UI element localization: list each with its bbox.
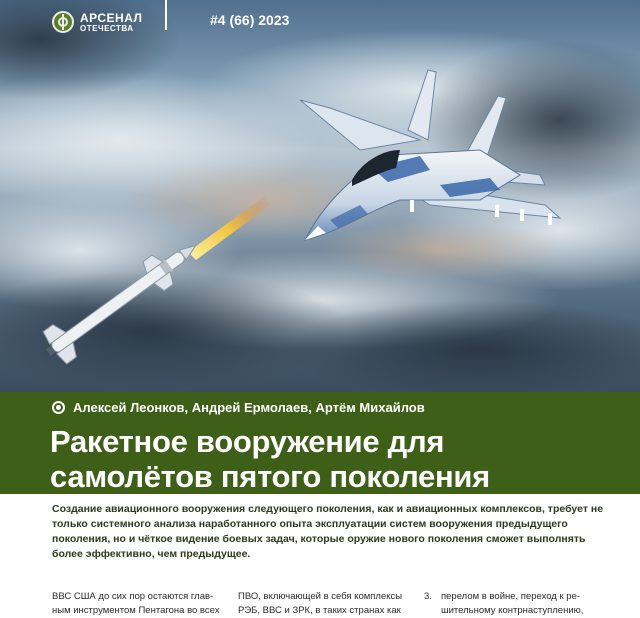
issue-number: #4 (66) 2023 [210, 12, 290, 28]
body-line: ным инструментом Пентагона во всех [52, 605, 220, 616]
body-column-2 [238, 590, 413, 618]
body-column-3 [441, 590, 601, 618]
body-line: ВВС США до сих пор остаются глав- [52, 591, 214, 602]
magazine-logo [52, 11, 142, 33]
authors-line [52, 400, 425, 415]
body-line: шительному контрнаступлению, [441, 605, 584, 616]
article-title-line-2: самолётов пятого поколения [50, 459, 490, 494]
article-title [50, 424, 490, 494]
list-number: 3. [424, 591, 432, 602]
article-lead: Создание авиационного вооружения следующего поколения, как и авиационных комплексов, требует не только системного анализа наработанного опыта эксплуатации систем вооружения предыдущего поколения, но и чёткое видение боевых задач, которые оружие нового поколения сможет выполнять более эффективно, чем предыдущее. [52, 503, 604, 560]
logo-text [80, 12, 142, 33]
bullet-circle-icon [52, 401, 65, 414]
logo-emblem-icon [52, 11, 74, 33]
logo-line-2: ОТЕЧЕСТВА [80, 23, 134, 33]
body-column-1 [52, 590, 227, 618]
header-divider [165, 0, 167, 30]
body-line: ПВО, включающей в себя комплексы [238, 591, 403, 602]
title-band [0, 392, 640, 494]
article-title-line-1: Ракетное вооружение для [50, 424, 445, 459]
body-line: перелом в войне, переход к ре- [441, 591, 581, 602]
body-line: РЭБ, ВВС и ЗРК, в таких странах как [238, 605, 401, 616]
authors: Алексей Леонков, Андрей Ермолаев, Артём Михайлов [73, 400, 425, 415]
logo-line-1: АРСЕНАЛ [80, 10, 143, 25]
